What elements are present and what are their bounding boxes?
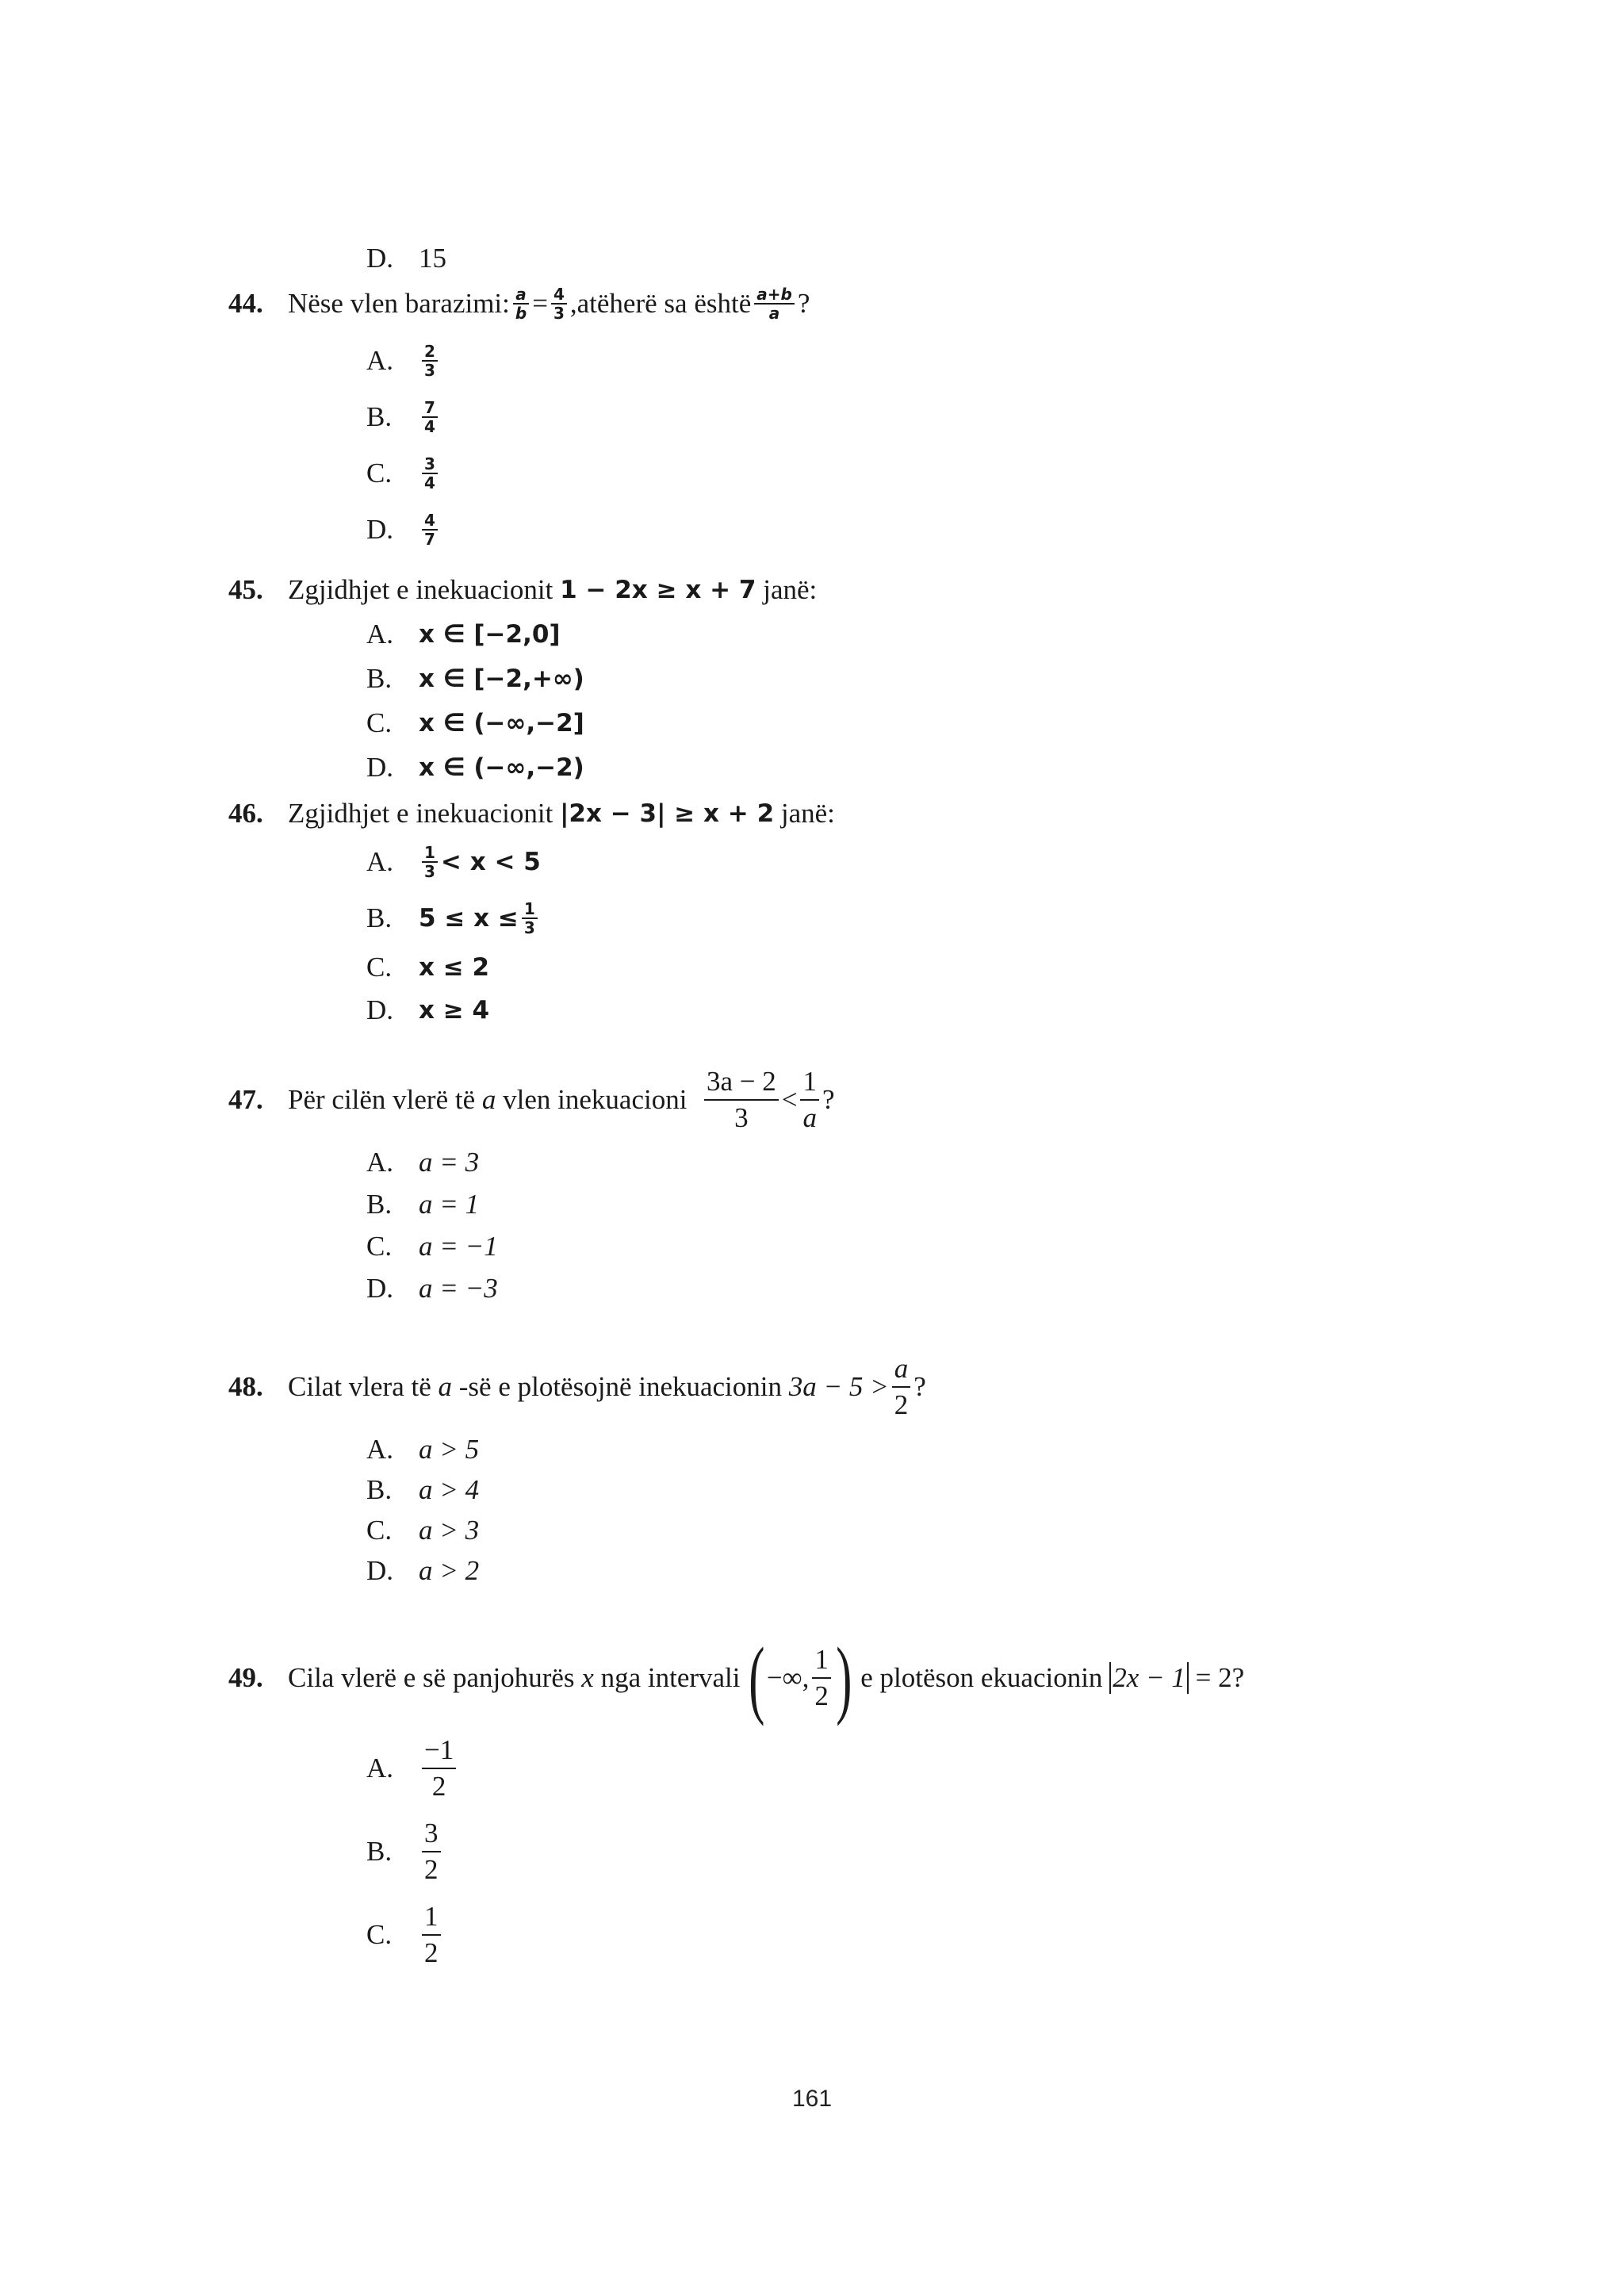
fraction-numerator: 3	[422, 1816, 441, 1852]
option-letter: D.	[366, 994, 394, 1025]
q45-option-c[interactable]	[366, 706, 584, 741]
question-45	[228, 573, 817, 607]
question-text: -së e plotësojnë inekuacionin	[458, 1371, 782, 1402]
q44-option-c[interactable]	[366, 455, 441, 492]
fraction-numerator: 4	[551, 285, 567, 305]
fraction-denominator: 3	[553, 304, 565, 323]
option-letter: B.	[366, 663, 393, 694]
fraction-3a-minus-2-over-3	[704, 1064, 779, 1136]
question-number: 48.	[228, 1371, 263, 1402]
question-text: Zgjidhjet e inekuacionit	[288, 574, 553, 605]
q46-option-b[interactable]	[366, 900, 541, 937]
option-letter: C.	[366, 952, 393, 983]
question-text: vlen inekuacioni	[503, 1084, 688, 1115]
fraction-denominator: 2	[424, 1937, 439, 1968]
page-number: 161	[791, 2086, 833, 2112]
left-paren: (	[749, 1630, 765, 1726]
option-text: x ∈ (−∞,−2]	[419, 709, 584, 737]
fraction-a-over-b	[513, 285, 529, 322]
option-text: a = 3	[419, 1147, 480, 1178]
fraction-denominator: 3	[424, 361, 435, 380]
option-text: x ∈ (−∞,−2)	[419, 753, 584, 782]
question-mark: ?	[822, 1084, 835, 1115]
question-number: 49.	[228, 1662, 263, 1693]
question-number: 46.	[228, 798, 263, 829]
fraction-denominator: 2	[894, 1389, 909, 1420]
question-text: Cilat vlera të	[288, 1371, 431, 1402]
fraction-4-over-3	[551, 285, 567, 322]
option-text: a > 3	[419, 1515, 480, 1546]
option-text: a > 2	[419, 1555, 480, 1586]
question-text: janë:	[763, 574, 818, 605]
fraction-numerator: 3a − 2	[704, 1064, 779, 1101]
option-letter: C.	[366, 458, 393, 488]
fraction-denominator: 3	[734, 1102, 749, 1133]
q48-option-d[interactable]	[366, 1554, 479, 1588]
fraction-denominator: a	[768, 304, 780, 323]
inequality-expression: 1 − 2x ≥ x + 7	[560, 576, 756, 604]
q46-option-d[interactable]	[366, 993, 489, 1028]
q44-option-d[interactable]	[366, 511, 441, 548]
q46-option-a[interactable]	[366, 844, 541, 880]
q49-option-a[interactable]	[366, 1729, 459, 1808]
question-text: Cila vlerë e së panjohurës	[288, 1662, 575, 1693]
fraction-numerator: 1	[422, 1899, 441, 1936]
option-fraction	[422, 1816, 441, 1887]
option-text: a > 4	[419, 1474, 480, 1505]
fraction-numerator: 7	[422, 399, 438, 418]
question-text: ,atëherë sa është	[569, 288, 752, 319]
option-fraction	[522, 900, 538, 937]
question-text: nga intervali	[600, 1662, 741, 1693]
fraction-numerator: −1	[422, 1733, 456, 1769]
fraction-numerator: a	[892, 1351, 911, 1388]
variable: a	[481, 1084, 496, 1115]
question-mark: ?	[1231, 1662, 1245, 1693]
q48-option-a[interactable]	[366, 1432, 479, 1467]
q47-option-b[interactable]	[366, 1187, 479, 1222]
fraction-denominator: 3	[424, 862, 435, 881]
option-fraction	[422, 844, 438, 880]
q46-option-c[interactable]	[366, 950, 489, 985]
fraction-denominator: 3	[523, 918, 535, 937]
option-letter: B.	[366, 401, 393, 432]
interval-start: −∞,	[766, 1662, 810, 1693]
fraction-numerator: 4	[422, 511, 438, 531]
option-letter: C.	[366, 707, 393, 738]
question-mark: ?	[914, 1371, 926, 1402]
q49-option-c[interactable]	[366, 1895, 444, 1975]
question-44	[228, 285, 810, 322]
option-text: a = −3	[419, 1273, 498, 1304]
option-text: a > 5	[419, 1434, 480, 1465]
option-letter: D.	[366, 1555, 394, 1586]
question-47	[228, 1064, 835, 1136]
fraction-numerator: a	[513, 285, 529, 305]
q48-option-b[interactable]	[366, 1473, 479, 1508]
fraction-denominator: 7	[424, 530, 435, 549]
question-number: 47.	[228, 1084, 263, 1115]
option-letter: C.	[366, 1919, 393, 1950]
option-text: x ∈ [−2,0]	[419, 620, 561, 649]
question-text: e plotëson ekuacionin	[860, 1662, 1103, 1693]
option-fraction	[422, 399, 438, 435]
variable: x	[581, 1662, 594, 1693]
question-mark: ?	[797, 288, 810, 319]
option-letter: D.	[366, 1273, 394, 1304]
option-letter: C.	[366, 1231, 393, 1262]
q48-option-c[interactable]	[366, 1513, 479, 1548]
question-46	[228, 796, 835, 831]
less-than-sign: <	[781, 1084, 798, 1115]
absolute-value-expression: 2x − 1	[1109, 1662, 1189, 1694]
option-letter: C.	[366, 1515, 393, 1546]
variable: a	[438, 1371, 453, 1402]
inequality-expression: 3a − 5 >	[788, 1371, 889, 1402]
fraction-numerator: 1	[812, 1642, 831, 1679]
option-text: < x < 5	[440, 848, 541, 876]
fraction-denominator: 2	[431, 1771, 446, 1802]
option-letter: D.	[366, 243, 394, 274]
fraction-denominator: 4	[424, 417, 435, 436]
fraction-denominator: 2	[814, 1680, 829, 1711]
question-number: 44.	[228, 288, 263, 319]
fraction-a-plus-b-over-a	[754, 285, 795, 322]
option-letter: A.	[366, 846, 394, 877]
fraction-1-over-a	[800, 1064, 819, 1136]
option-letter: D.	[366, 752, 394, 783]
fraction-1-over-2	[812, 1642, 831, 1714]
inequality-expression: |2x − 3| ≥ x + 2	[560, 799, 775, 828]
option-text: x ≥ 4	[419, 996, 490, 1025]
fraction-numerator: 1	[422, 844, 438, 863]
q45-option-a[interactable]	[366, 617, 561, 652]
q47-option-a[interactable]	[366, 1145, 479, 1180]
option-letter: B.	[366, 1836, 393, 1867]
fraction-numerator: 1	[800, 1064, 819, 1101]
option-letter: D.	[366, 514, 394, 545]
prev-option-d	[366, 241, 446, 276]
equation-rest: = 2	[1195, 1662, 1232, 1693]
question-text: Zgjidhjet e inekuacionit	[288, 798, 553, 829]
q45-option-b[interactable]	[366, 661, 584, 696]
option-fraction	[422, 1733, 456, 1804]
option-letter: B.	[366, 902, 393, 933]
option-fraction	[422, 455, 438, 492]
option-letter: A.	[366, 619, 394, 649]
question-text: Për cilën vlerë të	[288, 1084, 476, 1115]
option-letter: A.	[366, 1434, 394, 1465]
question-49	[228, 1630, 1245, 1726]
option-text: a = 1	[419, 1189, 480, 1220]
q44-option-a[interactable]	[366, 343, 441, 379]
fraction-numerator: 1	[522, 900, 538, 919]
option-letter: B.	[366, 1474, 393, 1505]
option-fraction	[422, 511, 438, 548]
option-text: a = −1	[419, 1231, 498, 1262]
question-number: 45.	[228, 574, 263, 605]
equals-sign: =	[532, 288, 548, 319]
question-48	[228, 1351, 926, 1423]
q47-option-d[interactable]	[366, 1271, 498, 1306]
q47-option-c[interactable]	[366, 1229, 498, 1264]
q45-option-d[interactable]	[366, 750, 584, 785]
q49-option-b[interactable]	[366, 1812, 444, 1891]
fraction-numerator: 3	[422, 455, 438, 474]
fraction-denominator: b	[515, 304, 527, 323]
option-text: 15	[419, 243, 446, 274]
fraction-denominator: a	[802, 1102, 817, 1133]
question-text: Nëse vlen barazimi:	[288, 288, 510, 319]
fraction-denominator: 4	[424, 473, 435, 492]
right-paren: )	[836, 1630, 852, 1726]
fraction-numerator: 2	[422, 343, 438, 362]
option-text: x ≤ 2	[419, 953, 490, 982]
fraction-numerator: a+b	[754, 285, 795, 305]
option-fraction	[422, 1899, 441, 1971]
question-text: janë:	[780, 798, 835, 829]
option-letter: B.	[366, 1189, 393, 1220]
q44-option-b[interactable]	[366, 399, 441, 435]
fraction-denominator: 2	[424, 1854, 439, 1885]
option-letter: A.	[366, 345, 394, 376]
option-letter: A.	[366, 1753, 394, 1783]
option-text: x ∈ [−2,+∞)	[419, 665, 584, 693]
option-text: 5 ≤ x ≤	[419, 904, 519, 933]
option-fraction	[422, 343, 438, 379]
option-letter: A.	[366, 1147, 394, 1178]
fraction-a-over-2	[892, 1351, 911, 1423]
